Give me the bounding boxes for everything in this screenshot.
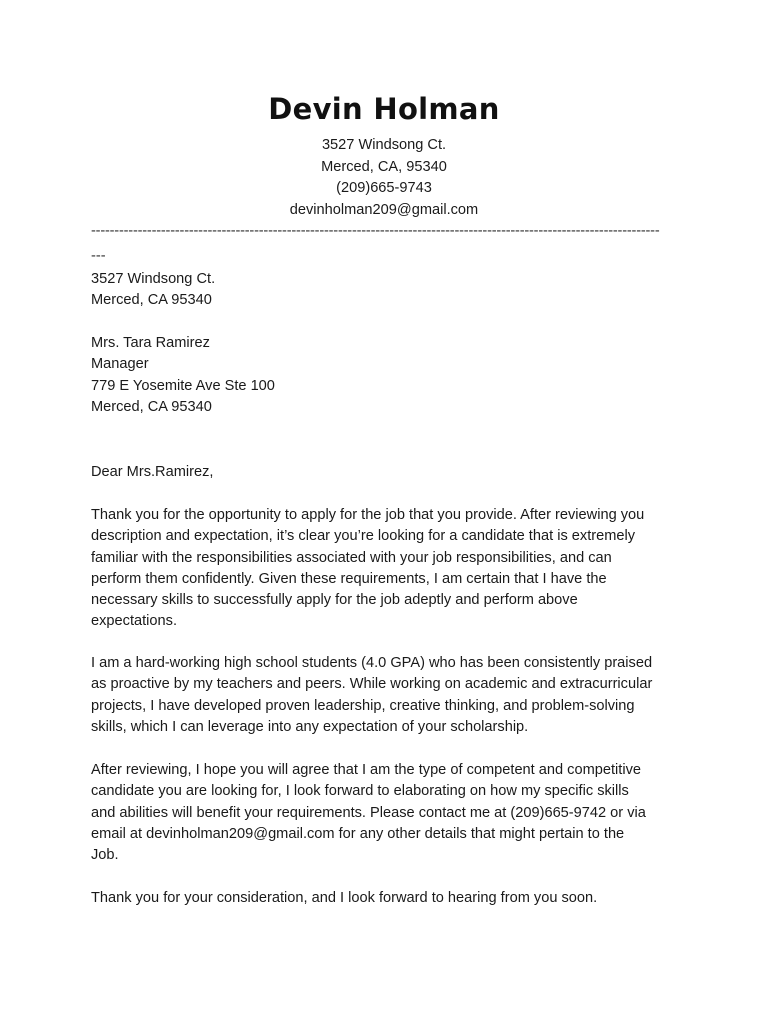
closing-paragraph: [91, 888, 681, 909]
contact-email: devinholman209@gmail.com: [289, 201, 479, 218]
recipient-title: Manager: [91, 356, 149, 373]
paragraph-line: familiar with the responsibilities associated with your job responsibilities, and can: [91, 549, 612, 566]
paragraph-line: After reviewing, I hope you will agree that I am the type of competent and competitive: [91, 762, 641, 778]
header-divider: --------------------------------------------------------------------------------------------------------------------------: [91, 223, 660, 239]
header-divider-tail: ---: [91, 248, 106, 264]
sender-address-line: Merced, CA 95340: [91, 292, 212, 309]
paragraph-line: Thank you for the opportunity to apply for the job that you provide. After reviewing you: [91, 507, 645, 523]
contact-city: Merced, CA, 95340: [321, 158, 447, 175]
recipient-street: 779 E Yosemite Ave Ste 100: [91, 377, 275, 394]
salutation-text: Dear Mrs.Ramirez,: [91, 464, 214, 480]
paragraph-line: expectations.: [91, 613, 177, 630]
paragraph-line: necessary skills to successfully apply for the job adeptly and perform above: [91, 592, 578, 609]
recipient-city: Merced, CA 95340: [91, 398, 212, 415]
sender-name-heading: Devin Holman: [268, 92, 500, 126]
salutation: [91, 462, 681, 483]
paragraph-line: Job.: [91, 847, 119, 864]
recipient-address: [91, 333, 681, 418]
body-paragraph-1: [91, 505, 681, 633]
contact-phone: (209)665-9743: [336, 180, 432, 196]
paragraph-line: I am a hard-working high school students (4.0 GPA) who has been consistently praised: [91, 655, 653, 671]
paragraph-line: email at devinholman209@gmail.com for any other details that might pertain to the: [91, 825, 625, 842]
contact-street: 3527 Windsong Ct.: [321, 137, 447, 153]
paragraph-line: perform them confidently. Given these requirements, I am certain that I have the: [91, 570, 607, 587]
paragraph-line: Thank you for your consideration, and I look forward to hearing from you soon.: [91, 890, 598, 906]
paragraph-line: candidate you are looking for, I look forward to elaborating on how my specific skills: [91, 783, 629, 800]
sender-contact-block: [0, 135, 768, 221]
sender-address-line: 3527 Windsong Ct.: [91, 271, 216, 287]
sender-address: [91, 269, 681, 312]
paragraph-line: and abilities will benefit your requirements. Please contact me at (209)665-9742 or via: [91, 804, 646, 821]
recipient-name: Mrs. Tara Ramirez: [91, 335, 210, 351]
paragraph-line: skills, which I can leverage into any expectation of your scholarship.: [91, 718, 529, 735]
paragraph-line: as proactive by my teachers and peers. While working on academic and extracurricular: [91, 676, 653, 693]
paragraph-line: description and expectation, it’s clear you’re looking for a candidate that is extremely: [91, 528, 636, 545]
paragraph-line: projects, I have developed proven leadership, creative thinking, and problem-solving: [91, 697, 635, 714]
body-paragraph-3: [91, 760, 681, 866]
body-paragraph-2: [91, 653, 681, 738]
